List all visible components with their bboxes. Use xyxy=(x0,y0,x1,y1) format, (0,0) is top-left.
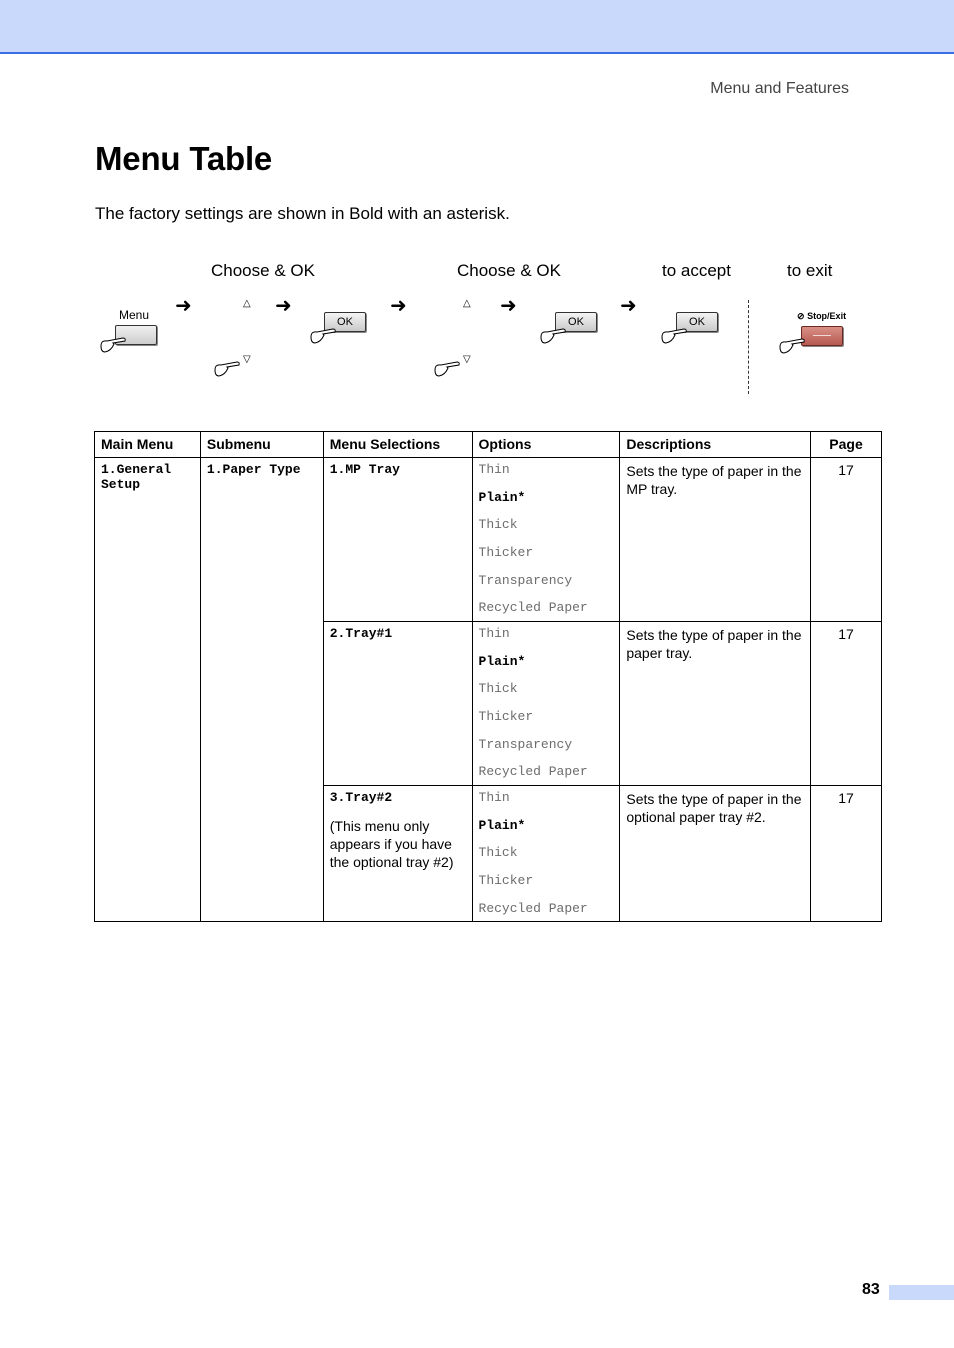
option-item: Thin xyxy=(478,462,510,477)
pointing-hand-icon xyxy=(213,358,243,378)
menu-selection: 3.Tray#2 xyxy=(329,790,393,805)
pointing-hand-icon xyxy=(539,325,569,345)
description-cell: Sets the type of paper in the optional paper tray #2. xyxy=(620,786,811,922)
options-list xyxy=(479,790,614,917)
header-options: Options xyxy=(472,432,620,458)
menu-selection-note: (This menu only appears if you have the optional tray #2) xyxy=(329,818,454,870)
pointing-hand-icon xyxy=(433,358,463,378)
down-triangle-icon[interactable]: ▽ xyxy=(243,354,251,365)
options-cell xyxy=(472,622,620,786)
menu-selection: 1.MP Tray xyxy=(329,462,400,477)
ok-button-label: OK xyxy=(568,316,584,328)
option-item: Transparency xyxy=(478,572,573,588)
right-arrow-icon: ➜ xyxy=(500,295,517,317)
down-triangle-icon[interactable]: ▽ xyxy=(463,354,471,365)
intro-text: The factory settings are shown in Bold with an asterisk. xyxy=(95,204,510,223)
pointing-hand-icon xyxy=(660,325,690,345)
separator-dashed-line xyxy=(748,300,749,394)
right-arrow-icon: ➜ xyxy=(390,295,407,317)
option-item-default: Plain* xyxy=(478,653,526,669)
menu-table xyxy=(94,431,882,922)
description-cell: Sets the type of paper in the paper tray. xyxy=(620,622,811,786)
stop-icon: ⊘ xyxy=(797,311,805,321)
option-item: Thicker xyxy=(478,709,534,725)
menu-selection-cell xyxy=(323,458,472,622)
running-header: Menu and Features xyxy=(710,80,849,97)
page-number: 83 xyxy=(862,1281,880,1298)
up-triangle-icon[interactable]: △ xyxy=(243,298,251,309)
option-item-default: Plain* xyxy=(478,489,526,505)
options-cell xyxy=(472,786,620,922)
option-item: Thin xyxy=(478,790,510,805)
step-label-exit: to exit xyxy=(787,261,833,280)
page-title: Menu Table xyxy=(95,140,273,177)
page-cell: 17 xyxy=(811,786,882,922)
header-menu-selections: Menu Selections xyxy=(323,432,472,458)
menu-selection: 2.Tray#1 xyxy=(329,626,393,641)
page-cell: 17 xyxy=(811,458,882,622)
option-item: Thin xyxy=(478,626,510,641)
description-cell: Sets the type of paper in the MP tray. xyxy=(620,458,811,622)
table-row xyxy=(95,458,882,622)
options-list xyxy=(479,462,614,616)
step-label-choose-ok-1: Choose & OK xyxy=(211,261,315,280)
submenu-cell: 1.Paper Type xyxy=(200,458,323,922)
stop-exit-caption xyxy=(797,311,846,322)
pointing-hand-icon xyxy=(778,335,808,355)
options-cell xyxy=(472,458,620,622)
ok-button-label: OK xyxy=(337,316,353,328)
option-item: Thick xyxy=(478,845,518,861)
header-page: Page xyxy=(811,432,882,458)
header-band xyxy=(0,0,954,54)
option-item: Recycled Paper xyxy=(478,600,588,616)
header-submenu: Submenu xyxy=(200,432,323,458)
option-item: Transparency xyxy=(478,736,573,752)
pointing-hand-icon xyxy=(99,334,129,354)
option-item: Thicker xyxy=(478,545,534,561)
option-item: Recycled Paper xyxy=(478,900,588,916)
step-label-accept: to accept xyxy=(662,261,731,280)
header-descriptions: Descriptions xyxy=(620,432,811,458)
right-arrow-icon: ➜ xyxy=(275,295,292,317)
menu-button-caption: Menu xyxy=(119,308,150,322)
page-cell: 17 xyxy=(811,622,882,786)
stop-exit-label: Stop/Exit xyxy=(807,311,847,321)
page-tab xyxy=(889,1285,954,1300)
ok-button-label: OK xyxy=(689,316,705,328)
step-label-choose-ok-2: Choose & OK xyxy=(457,261,561,280)
table-header-row xyxy=(95,432,882,458)
option-item: Thick xyxy=(478,517,518,533)
right-arrow-icon: ➜ xyxy=(620,295,637,317)
options-list xyxy=(479,626,614,780)
header-main-menu: Main Menu xyxy=(95,432,201,458)
pointing-hand-icon xyxy=(309,325,339,345)
option-item: Thick xyxy=(478,681,518,697)
menu-selection-cell xyxy=(323,786,472,922)
main-menu-cell: 1.General Setup xyxy=(95,458,201,922)
option-item: Recycled Paper xyxy=(478,764,588,780)
up-triangle-icon[interactable]: △ xyxy=(463,298,471,309)
option-item-default: Plain* xyxy=(478,817,526,833)
menu-selection-cell xyxy=(323,622,472,786)
option-item: Thicker xyxy=(478,873,534,889)
right-arrow-icon: ➜ xyxy=(175,295,192,317)
